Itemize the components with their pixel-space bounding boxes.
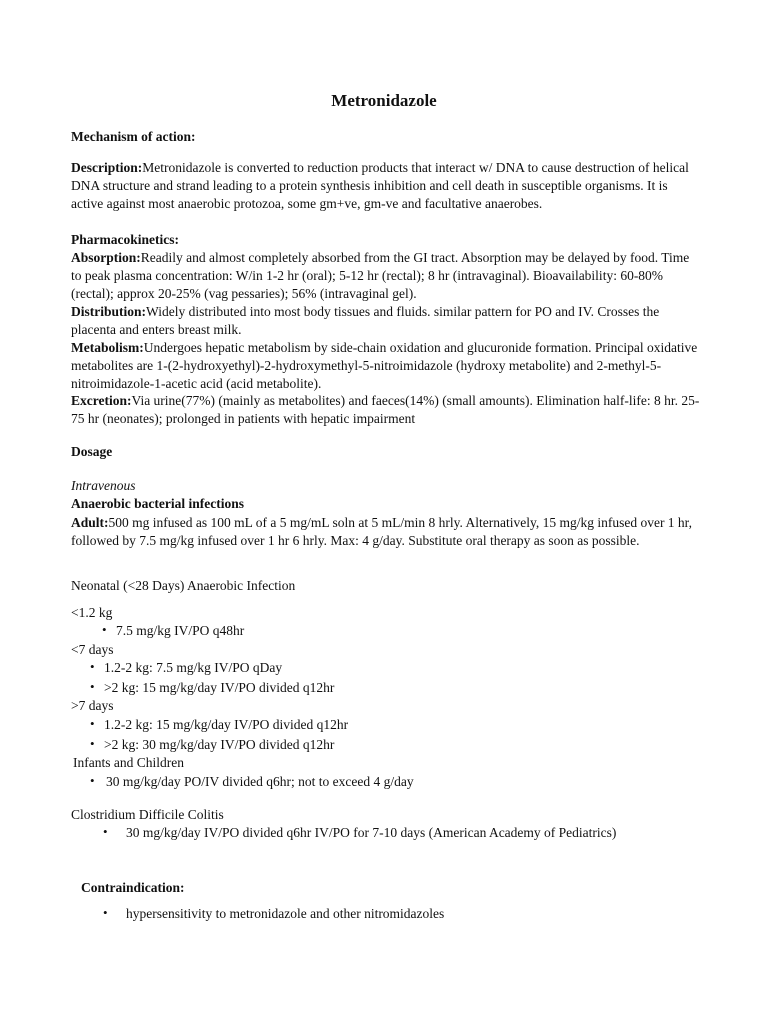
metabolism-text: Undergoes hepatic metabolism by side-chain oxidation and glucuronide formation. Principal oxidative metabolites are 1-(2-hydroxyethyl)-2-hydroxymethyl-5-nitroimidazole (hydroxy metabolite) and 2-methyl-5-nitroimidazole-1-acetic acid (acid metabolite).: [71, 340, 698, 391]
description-label: Description:: [71, 160, 143, 175]
distribution-text: Widely distributed into most body tissues and fluids. similar pattern for PO and IV. Crosses the placenta and enters breast milk.: [71, 304, 660, 337]
list-item: 30 mg/kg/day PO/IV divided q6hr; not to exceed 4 g/day: [106, 774, 414, 789]
list-item: 30 mg/kg/day IV/PO divided q6hr IV/PO for 7-10 days (American Academy of Pediatrics): [126, 825, 617, 840]
bullet-icon: •: [90, 659, 95, 674]
infants-heading: Infants and Children: [73, 755, 184, 770]
bullet-icon: •: [90, 773, 95, 788]
adult-label: Adult:: [71, 515, 109, 530]
list-item: 1.2-2 kg: 15 mg/kg/day IV/PO divided q12hr: [104, 717, 349, 732]
over-7-days-label: >7 days: [71, 698, 114, 713]
under-7-days-label: <7 days: [71, 642, 114, 657]
bullet-icon: •: [90, 679, 95, 694]
pharmacokinetics-heading: Pharmacokinetics:: [71, 232, 179, 247]
neonatal-heading: Neonatal (<28 Days) Anaerobic Infection: [71, 578, 296, 593]
list-item: >2 kg: 15 mg/kg/day IV/PO divided q12hr: [104, 680, 335, 695]
excretion-text: Via urine(77%) (mainly as metabolites) and faeces(14%) (small amounts). Elimination half-life: 8 hr. 25-75 hr (neonates); prolonged in patients with hepatic impairment: [71, 393, 700, 426]
description-paragraph: [71, 159, 701, 213]
bullet-icon: •: [90, 736, 95, 751]
contraindication-heading: Contraindication:: [81, 880, 185, 895]
adult-text: 500 mg infused as 100 mL of a 5 mg/mL soln at 5 mL/min 8 hrly. Alternatively, 15 mg/kg infused over 1 hr, followed by 7.5 mg/kg infused over 1 hr 6 hrly. Max: 4 g/day. Substitute oral therapy as soon as possible.: [71, 515, 693, 548]
excretion-label: Excretion:: [71, 393, 132, 408]
list-item: 1.2-2 kg: 7.5 mg/kg IV/PO qDay: [104, 660, 283, 675]
indication-heading: Anaerobic bacterial infections: [71, 496, 244, 511]
bullet-icon: •: [103, 824, 108, 839]
route-label: Intravenous: [71, 478, 136, 493]
distribution-paragraph: [71, 303, 701, 339]
mechanism-heading: Mechanism of action:: [71, 129, 196, 144]
absorption-label: Absorption:: [71, 250, 141, 265]
description-text: Metronidazole is converted to reduction products that interact w/ DNA to cause destruction of helical DNA structure and strand leading to a protein synthesis inhibition and cell death in susceptible organisms. It is active against most anaerobic protozoa, some gm+ve, gm-ve and facultative anaerobes.: [71, 160, 689, 211]
bullet-icon: •: [103, 905, 108, 920]
list-item: >2 kg: 30 mg/kg/day IV/PO divided q12hr: [104, 737, 335, 752]
cdiff-heading: Clostridium Difficile Colitis: [71, 807, 224, 822]
absorption-text: Readily and almost completely absorbed from the GI tract. Absorption may be delayed by food. Time to peak plasma concentration: W/in 1-2 hr (oral); 5-12 hr (rectal); 8 hr (intravaginal). Bioavailability: 60-80% (rectal); approx 20-25% (vag pessaries); 56% (intravaginal gel).: [71, 250, 690, 301]
distribution-label: Distribution:: [71, 304, 147, 319]
metabolism-label: Metabolism:: [71, 340, 144, 355]
list-item: hypersensitivity to metronidazole and other nitromidazoles: [126, 906, 445, 921]
metabolism-paragraph: [71, 339, 701, 393]
bullet-icon: •: [102, 622, 107, 637]
dosage-heading: Dosage: [71, 444, 113, 459]
bullet-icon: •: [90, 716, 95, 731]
adult-paragraph: [71, 514, 701, 550]
weight-under-1-2-label: <1.2 kg: [71, 605, 113, 620]
page-title: Metronidazole: [331, 91, 437, 110]
absorption-paragraph: [71, 249, 701, 303]
list-item: 7.5 mg/kg IV/PO q48hr: [116, 623, 245, 638]
excretion-paragraph: [71, 392, 701, 428]
